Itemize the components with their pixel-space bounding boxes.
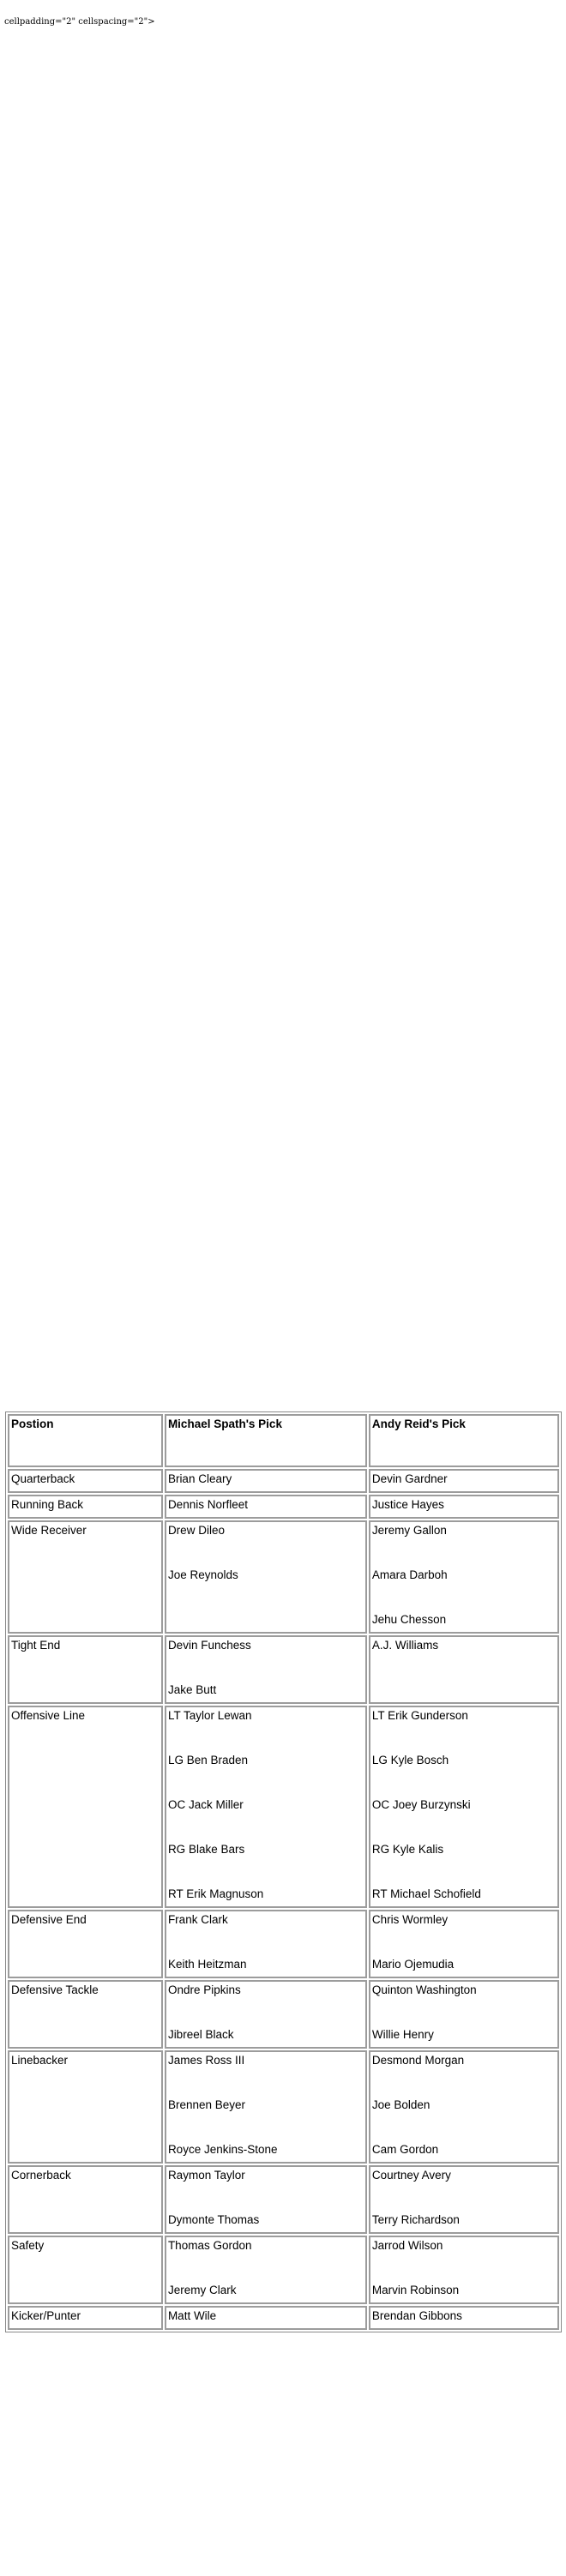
table-row <box>8 1469 559 1493</box>
player-name: Courtney Avery <box>371 2169 451 2182</box>
table-row <box>8 2165 559 2234</box>
position-cell <box>8 2306 163 2330</box>
player-name: Chris Wormley <box>371 1913 449 1926</box>
player-name: Brendan Gibbons <box>371 2309 462 2322</box>
position-cell <box>8 1520 163 1634</box>
reid-pick-cell <box>369 1910 559 1978</box>
player-name: OC Joey Burzynski <box>371 1798 471 1811</box>
reid-pick-cell <box>369 2236 559 2304</box>
table-row <box>8 1495 559 1519</box>
player-name: Devin Funchess <box>167 1639 251 1652</box>
player-name: Jeremy Clark <box>167 2284 237 2296</box>
player-name: Joe Bolden <box>371 2098 431 2111</box>
player-name: RT Michael Schofield <box>371 1887 481 1900</box>
position-cell <box>8 1706 163 1908</box>
spath-pick-cell <box>165 1520 367 1634</box>
player-name: LG Ben Braden <box>167 1754 249 1766</box>
player-name: Brennen Beyer <box>167 2098 245 2111</box>
spath-pick-cell <box>165 1980 367 2049</box>
player-name: LG Kyle Bosch <box>371 1754 449 1766</box>
reid-pick-cell <box>369 1980 559 2049</box>
player-name: LT Taylor Lewan <box>167 1709 252 1722</box>
spath-pick-cell <box>165 2050 367 2164</box>
player-name: RG Blake Bars <box>167 1843 245 1856</box>
table-row <box>8 1706 559 1908</box>
position-label: Defensive End <box>11 1913 87 1926</box>
position-label: Offensive Line <box>11 1709 86 1722</box>
position-label: Wide Receiver <box>11 1524 87 1537</box>
player-name: Ondre Pipkins <box>167 1983 241 1996</box>
spath-pick-cell <box>165 1910 367 1978</box>
player-name: Cam Gordon <box>371 2143 439 2156</box>
position-cell <box>8 2050 163 2164</box>
header-spath-pick: Michael Spath's Pick <box>165 1414 367 1467</box>
reid-pick-cell <box>369 1469 559 1493</box>
player-name: Joe Reynolds <box>167 1568 238 1581</box>
position-label: Cornerback <box>11 2169 71 2182</box>
player-name: Devin Gardner <box>371 1472 448 1485</box>
spath-pick-cell <box>165 1706 367 1908</box>
position-cell <box>8 2165 163 2234</box>
depth-chart-table <box>5 1411 562 2332</box>
player-name: Terry Richardson <box>371 2213 460 2226</box>
header-reid-pick: Andy Reid's Pick <box>369 1414 559 1467</box>
player-name: Desmond Morgan <box>371 2054 465 2067</box>
player-name: Jehu Chesson <box>371 1613 447 1626</box>
spath-pick-cell <box>165 2236 367 2304</box>
position-label: Running Back <box>11 1498 84 1511</box>
header-row <box>8 1414 559 1467</box>
player-name: Dennis Norfleet <box>167 1498 248 1511</box>
player-name: Raymon Taylor <box>167 2169 245 2182</box>
player-name: Willie Henry <box>371 2028 434 2041</box>
player-name: Matt Wile <box>167 2309 217 2322</box>
player-name: OC Jack Miller <box>167 1798 244 1811</box>
stray-markup-text: cellpadding="2" cellspacing="2"> <box>4 17 155 27</box>
position-cell <box>8 1469 163 1493</box>
table-row <box>8 2306 559 2330</box>
player-name: Jarrod Wilson <box>371 2239 443 2252</box>
spath-pick-cell <box>165 1469 367 1493</box>
player-name: Amara Darboh <box>371 1568 448 1581</box>
position-cell <box>8 1980 163 2049</box>
table-row <box>8 1520 559 1634</box>
player-name: Jeremy Gallon <box>371 1524 447 1537</box>
player-name: Quinton Washington <box>371 1983 477 1996</box>
player-name: RT Erik Magnuson <box>167 1887 264 1900</box>
table-row <box>8 2236 559 2304</box>
position-cell <box>8 1910 163 1978</box>
position-label: Linebacker <box>11 2054 69 2067</box>
player-name: Frank Clark <box>167 1913 228 1926</box>
reid-pick-cell <box>369 2165 559 2234</box>
reid-pick-cell <box>369 1635 559 1704</box>
position-cell <box>8 2236 163 2304</box>
player-name: A.J. Williams <box>371 1639 439 1652</box>
table-row <box>8 1635 559 1704</box>
player-name: Royce Jenkins-Stone <box>167 2143 278 2156</box>
reid-pick-cell <box>369 1706 559 1908</box>
position-label: Tight End <box>11 1639 61 1652</box>
player-name: Mario Ojemudia <box>371 1958 455 1971</box>
spath-pick-cell <box>165 1495 367 1519</box>
player-name: Marvin Robinson <box>371 2284 460 2296</box>
reid-pick-cell <box>369 2306 559 2330</box>
spath-pick-cell <box>165 1635 367 1704</box>
reid-pick-cell <box>369 1520 559 1634</box>
player-name: Thomas Gordon <box>167 2239 252 2252</box>
reid-pick-cell <box>369 2050 559 2164</box>
player-name: Justice Hayes <box>371 1498 444 1511</box>
player-name: Jake Butt <box>167 1683 217 1696</box>
player-name: RG Kyle Kalis <box>371 1843 444 1856</box>
table-row <box>8 1910 559 1978</box>
player-name: Brian Cleary <box>167 1472 232 1485</box>
table-row <box>8 2050 559 2164</box>
position-label: Defensive Tackle <box>11 1983 99 1996</box>
spath-pick-cell <box>165 2306 367 2330</box>
position-label: Quarterback <box>11 1472 75 1485</box>
position-cell <box>8 1495 163 1519</box>
player-name: James Ross III <box>167 2054 245 2067</box>
player-name: Keith Heitzman <box>167 1958 247 1971</box>
table-row <box>8 1980 559 2049</box>
reid-pick-cell <box>369 1495 559 1519</box>
position-label: Safety <box>11 2239 45 2252</box>
spath-pick-cell <box>165 2165 367 2234</box>
player-name: LT Erik Gunderson <box>371 1709 468 1722</box>
position-cell <box>8 1635 163 1704</box>
player-name: Jibreel Black <box>167 2028 234 2041</box>
player-name: Drew Dileo <box>167 1524 225 1537</box>
player-name: Dymonte Thomas <box>167 2213 260 2226</box>
position-label: Kicker/Punter <box>11 2309 81 2322</box>
header-position: Postion <box>8 1414 163 1467</box>
